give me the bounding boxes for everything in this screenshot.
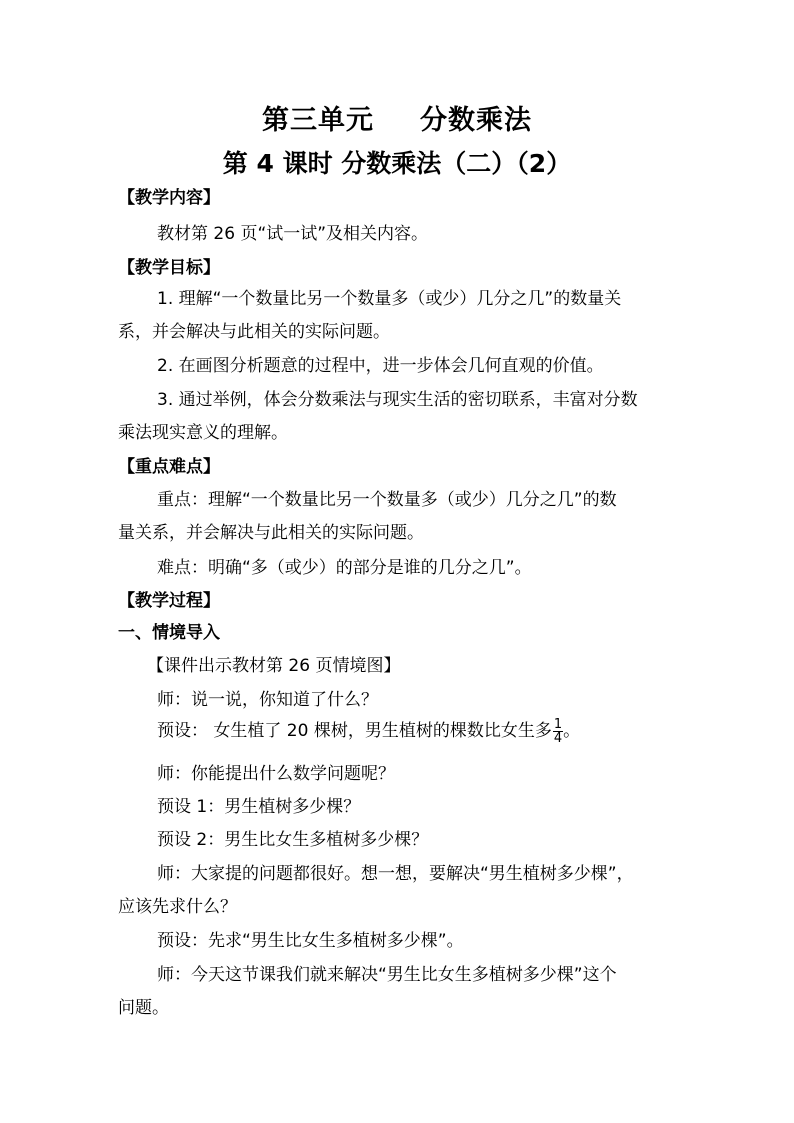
- goal-1-line-2: 系，并会解决与此相关的实际问题。: [118, 322, 390, 342]
- part-1-heading: 一、情境导入: [118, 623, 220, 643]
- teacher-question-3-line-1: 师：大家提的问题都很好。想一想，要解决“男生植树多少棵”，: [157, 864, 634, 884]
- content-text: 教材第 26 页“试一试”及相关内容。: [157, 224, 429, 244]
- preset-answer-1-end: 。: [563, 721, 581, 741]
- section-heading-keypoints: 【重点难点】: [118, 457, 220, 477]
- courseware-note: 【课件出示教材第 26 页情境图】: [147, 656, 401, 676]
- preset-answer-2: 预设：先求“男生比女生多植树多少棵”。: [157, 931, 464, 951]
- difficulty-text: 难点：明确“多（或少）的部分是谁的几分之几”。: [157, 558, 532, 578]
- preset-question-2: 预设 2：男生比女生多植树多少棵？: [157, 830, 429, 850]
- goal-1-line-1: 1. 理解“一个数量比另一个数量多（或少）几分之几”的数量关: [157, 289, 622, 309]
- preset-answer-1: [157, 716, 580, 746]
- teacher-question-1: 师：说一说，你知道了什么？: [157, 690, 378, 710]
- goal-2: 2. 在画图分析题意的过程中，进一步体会几何直观的价值。: [157, 356, 604, 376]
- section-heading-process: 【教学过程】: [118, 591, 220, 611]
- teacher-statement-line-2: 问题。: [118, 998, 169, 1018]
- unit-name: 分数乘法: [420, 105, 532, 136]
- goal-3-line-2: 乘法现实意义的理解。: [118, 423, 288, 443]
- unit-label: 第三单元: [262, 105, 374, 136]
- preset-answer-1-text: 预设： 女生植了 20 棵树，男生植树的棵数比女生多: [157, 721, 552, 741]
- section-heading-goals: 【教学目标】: [118, 258, 220, 278]
- fraction-numerator: 1: [553, 716, 563, 732]
- teacher-statement-line-1: 师：今天这节课我们就来解决“男生比女生多植树多少棵”这个: [157, 965, 617, 985]
- teacher-question-3-line-2: 应该先求什么？: [118, 897, 237, 917]
- lesson-title: 第 4 课时 分数乘法（二）（2）: [222, 149, 572, 178]
- keypoint-line-1: 重点：理解“一个数量比另一个数量多（或少）几分之几”的数: [157, 490, 617, 510]
- unit-title: [0, 98, 794, 137]
- preset-question-1: 预设 1：男生植树多少棵？: [157, 797, 361, 817]
- section-heading-content: 【教学内容】: [118, 188, 220, 208]
- fraction-one-quarter: [553, 718, 563, 745]
- fraction-denominator: 4: [553, 730, 563, 746]
- teacher-question-2: 师：你能提出什么数学问题呢？: [157, 764, 395, 784]
- keypoint-line-2: 量关系，并会解决与此相关的实际问题。: [118, 523, 424, 543]
- goal-3-line-1: 3. 通过举例，体会分数乘法与现实生活的密切联系，丰富对分数: [157, 390, 638, 410]
